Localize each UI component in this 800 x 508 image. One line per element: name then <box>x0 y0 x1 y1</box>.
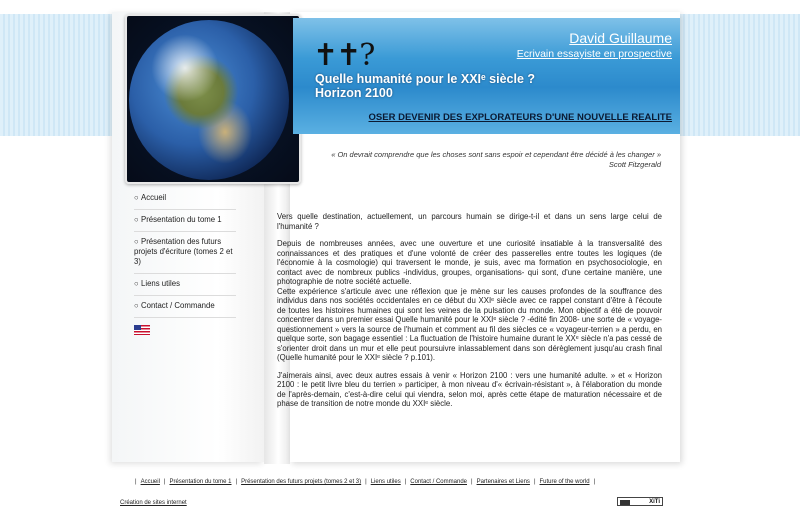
bullet-icon: ○ <box>134 279 139 288</box>
nav-item-label: Liens utiles <box>141 279 181 288</box>
us-uk-flag-icon[interactable] <box>134 325 150 335</box>
author-name-link[interactable]: David Guillaume <box>569 30 672 46</box>
footer-link-contact[interactable]: Contact / Commande <box>410 479 467 485</box>
book-title-line2: Horizon 2100 <box>315 86 393 100</box>
earth-globe-image <box>129 20 289 180</box>
nav-item-presentation-tome-1[interactable] <box>134 210 236 232</box>
book-title <box>315 72 535 100</box>
quote-text: « On devrait comprendre que les choses sont sans espoir et cependant être décidé à les changer » <box>331 150 661 159</box>
content-paragraph: Vers quelle destination, actuellement, un parcours humain se dirige-t-il et dans un sens large celui de l'humanité ? <box>277 212 662 231</box>
xiti-badge[interactable]: XiTi <box>617 497 663 506</box>
main-content <box>277 212 662 417</box>
nav-item-liens-utiles[interactable] <box>134 274 236 296</box>
bullet-icon: ○ <box>134 301 139 310</box>
tagline-link[interactable]: OSER DEVENIR DES EXPLORATEURS D'UNE NOUVELLE REALITE <box>368 112 672 123</box>
book-title-line1: Quelle humanité pour le XXIᵉ siècle ? <box>315 72 536 86</box>
footer-link-accueil[interactable]: Accueil <box>140 479 160 485</box>
bullet-icon: ○ <box>134 215 139 224</box>
nav-item-label: Présentation du tome 1 <box>141 215 222 224</box>
site-header <box>293 18 680 134</box>
footer-link-future-world[interactable]: Future of the world <box>539 479 590 485</box>
bullet-icon: ○ <box>134 193 139 202</box>
footer-link-liens-utiles[interactable]: Liens utiles <box>370 479 401 485</box>
quote-author: Scott Fitzgerald <box>608 160 661 169</box>
bullet-icon: ○ <box>134 237 139 246</box>
footer-link-partenaires[interactable]: Partenaires et Liens <box>476 479 530 485</box>
nav-item-label: Contact / Commande <box>141 301 215 310</box>
footer-links: | Accueil | Présentation du tome 1 | Présentation des futurs projets (tomes 2 et 3) | Liens utiles | Contact / Commande | Partenaires et Liens | Future of the world | <box>135 479 596 485</box>
nav-item-label: Présentation des futurs projets d'écriture (tomes 2 et 3) <box>134 237 233 266</box>
nav-item-futurs-projets[interactable] <box>134 232 236 274</box>
creation-site-link[interactable]: Création de sites internet <box>120 500 187 506</box>
nav-item-accueil[interactable] <box>134 188 236 210</box>
human-evolution-question-icon: ✝✝? <box>313 38 374 73</box>
sidebar-nav <box>134 188 236 335</box>
author-subtitle-link[interactable]: Ecrivain essayiste en prospective <box>516 48 672 60</box>
content-paragraph: J'aimerais ainsi, avec deux autres essais à venir « Horizon 2100 : vers une humanité adulte. » et « Horizon 2100 : le petit livre bleu du terrien » participer, à mon niveau d'« écrivain-résistant », à l'élaboration du monde de l'après-demain, c'est-à-dire celui qui viendra, selon moi, après cette étape de maturation nécessaire et de phase de transition de notre monde du XXIᵉ siècle. <box>277 370 662 408</box>
earth-photo <box>125 14 301 184</box>
nav-item-label: Accueil <box>141 193 167 202</box>
footer-link-tome-1[interactable]: Présentation du tome 1 <box>169 479 232 485</box>
nav-item-contact-commande[interactable] <box>134 296 236 318</box>
epigraph-quote <box>318 150 661 170</box>
footer-link-futurs-projets[interactable]: Présentation des futurs projets (tomes 2 et 3) <box>241 479 362 485</box>
content-paragraph: Depuis de nombreuses années, avec une ouverture et une curiosité insatiable à la transversalité des connaissances et des pratiques et d'une volonté de créer des passerelles entre toutes les logiques (de l'économie à la cosmologie) qui traversent le monde, je suis, avec ma formation en psychosociologie, en contact avec de nombreux publics -individus, groupes, organisations- qui sont, d'une certaine manière, une photographie de notre société actuelle. Cette expérience s'articule avec une réflexion que je mène sur les causes profondes de la souffrance des individus dans nos sociétés occidentales en ce début du XXIᵉ siècle avec ce rappel constant d'être à l'écoute de toutes les histoires humaines qui sont les veines de la pulsation du monde. Mon objectif a été de pouvoir concentrer dans un premier essai Quelle humanité pour le XXIᵉ siècle ? -édité fin 2008- une sorte de « voyage-questionnement » vers la source de l'humain et comment au fil des siècles ce « voyageur-terrien » a perdu, en quelque sorte, son bagage essentiel : La fluctuation de l'histoire humaine durant le XXᵉ siècle n'a pas cessé de s'orienter droit dans un mur et elle peut poursuivre inlassablement dans son dérèglement jusqu'au crash final (Quelle humanité pour le XXIᵉ siècle ? p.101). <box>277 239 662 362</box>
